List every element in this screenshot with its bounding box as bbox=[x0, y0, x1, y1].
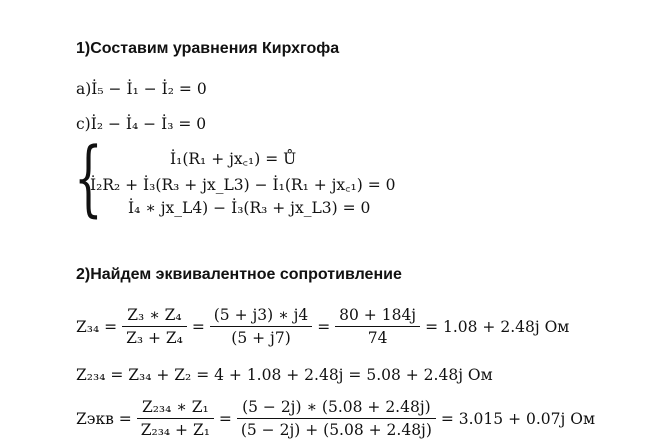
z234-equation: Z₂₃₄ = Z₃₄ + Z₂ = 4 + 1.08 + 2.48j = 5.08 + 2.48j Ом bbox=[76, 366, 493, 384]
z34-fraction-3-denominator: 74 bbox=[367, 329, 388, 347]
system-line-3: İ₄ ∗ jx_L4) − İ₃(R₃ + jx_L3) = 0 bbox=[128, 199, 371, 217]
zekv-fraction-1-numerator: Z₂₃₄ ∗ Z₁ bbox=[137, 398, 214, 419]
system-line-1: İ₁(R₁ + jx꜀₁) = Ů bbox=[170, 150, 297, 168]
system-brace-icon: { bbox=[74, 131, 103, 226]
zekv-fraction-1 bbox=[137, 398, 214, 439]
z34-equals-1: = bbox=[191, 317, 205, 336]
z34-fraction-2-denominator: (5 + j7) bbox=[231, 329, 291, 347]
zekv-fraction-1-denominator: Z₂₃₄ + Z₁ bbox=[140, 421, 210, 439]
zekv-fraction-2-denominator: (5 − 2j) + (5.08 + 2.48j) bbox=[240, 421, 432, 439]
zekv-fraction-2-numerator: (5 − 2j) ∗ (5.08 + 2.48j) bbox=[237, 398, 436, 419]
z34-equals-2: = bbox=[317, 317, 331, 336]
z34-lhs: Z₃₄ = bbox=[76, 317, 118, 336]
z34-fraction-3 bbox=[335, 306, 420, 347]
section2-heading: 2)Найдем эквивалентное сопротивление bbox=[76, 266, 402, 283]
z34-fraction-1-numerator: Z₃ ∗ Z₄ bbox=[122, 306, 187, 327]
system-line-2: İ₂R₂ + İ₃(R₃ + jx_L3) − İ₁(R₁ + jx꜀₁) = 0 bbox=[90, 176, 396, 194]
z34-fraction-1 bbox=[122, 306, 187, 347]
kirchhoff-equation-a: a)İ₅ − İ₁ − İ₂ = 0 bbox=[76, 80, 207, 98]
zekv-equals-1: = bbox=[218, 409, 232, 428]
z34-equation bbox=[76, 306, 569, 347]
section1-heading: 1)Составим уравнения Кирхгофа bbox=[76, 40, 340, 57]
zekv-equation bbox=[76, 398, 595, 439]
zekv-result: = 3.015 + 0.07j Ом bbox=[440, 409, 595, 428]
z34-fraction-1-denominator: Z₃ + Z₄ bbox=[126, 329, 183, 347]
zekv-fraction-2 bbox=[237, 398, 436, 439]
kirchhoff-equation-c: c)İ₂ − İ₄ − İ₃ = 0 bbox=[76, 115, 207, 133]
z34-fraction-3-numerator: 80 + 184j bbox=[335, 306, 420, 327]
zekv-lhs: Zэкв = bbox=[76, 409, 132, 428]
z34-fraction-2 bbox=[210, 306, 313, 347]
z34-result: = 1.08 + 2.48j Ом bbox=[425, 317, 570, 336]
z34-fraction-2-numerator: (5 + j3) ∗ j4 bbox=[210, 306, 313, 327]
